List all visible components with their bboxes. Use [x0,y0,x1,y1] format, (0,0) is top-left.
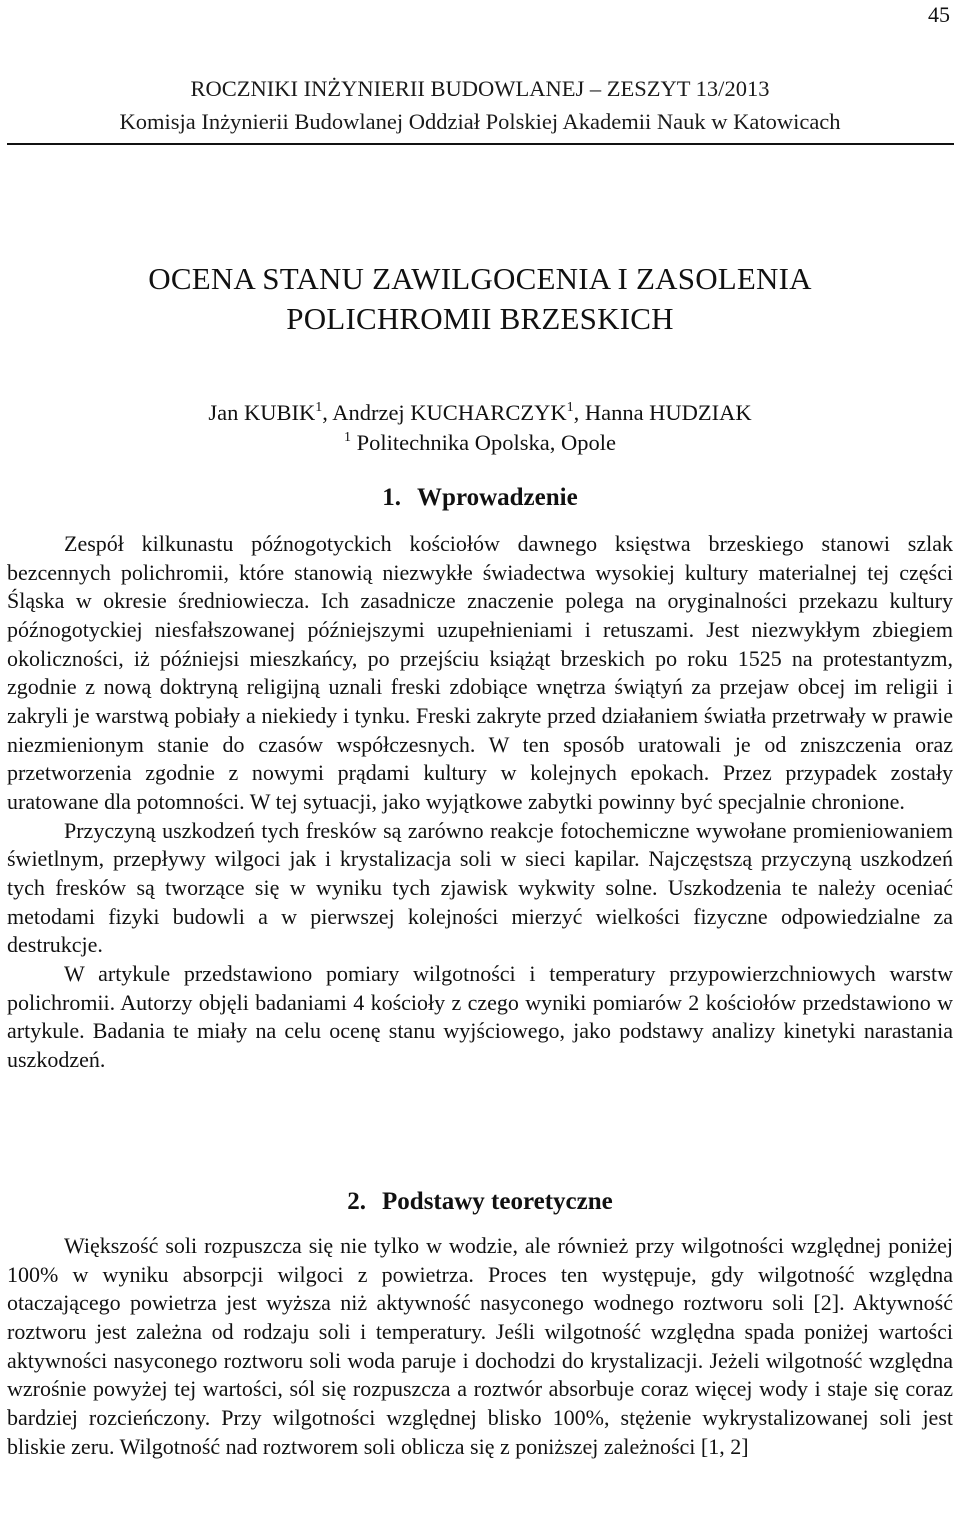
author-affiliation-mark: 1 [315,400,323,415]
paragraph: Zespół kilkunastu późnogotyckich kościołów dawnego księstwa brzeskiego stanowi szlak bezcennych polichromii, które stanowią niezwykłe świadectwa wysokiej kultury materialnej tej części Śląska w okresie średniowiecza. Ich zasadnicze znaczenie polega na oryginalności przekazu kultury późnogotyckiej niesfałszowanej późniejszymi uzupełnieniami i retuszami. Jest niezwykłym zbiegiem okoliczności, iż późniejsi mieszkańcy, po przejściu książąt brzeskich po roku 1525 na protestantyzm, zgodnie z nową doktryną religijną uznali freski zdobiące wnętrza świątyń za przejaw obcej im religii i zakryli je warstwą pobiały a niekiedy i tynku. Freski zakryte przed działaniem światła przetrwały w prawie niezmienionym stanie do czasów współczesnych. W ten sposób uratowali je od zniszczenia oraz przetworzenia zgodnie z nowymi prądami kultury w kolejnych epokach. Przez przypadek zostały uratowane dla potomności. W tej sytuacji, jako wyjątkowe zabytki powinny być specjalnie chronione. [7,531,953,814]
article-title-line-1: OCENA STANU ZAWILGOCENIA I ZASOLENIA [148,261,812,296]
affiliation-mark: 1 [344,430,352,445]
section-title: Wprowadzenie [417,484,578,511]
journal-header [0,72,960,138]
author-affiliation-mark: 1 [566,400,574,415]
section-body-theory [7,1232,953,1461]
author-name: Andrzej KUCHARCZYK [332,400,567,425]
paragraph: W artykule przedstawiono pomiary wilgotności i temperatury przypowierzchniowych warstw polichromii. Autorzy objęli badaniami 4 kościoły z czego wyniki pomiarów 2 kościołów przedstawiono w artykule. Badania te miały na celu ocenę stanu wyjściowego, jako podstawy analizy kinetyki narastania uszkodzeń. [7,960,953,1072]
journal-commission: Komisja Inżynierii Budowlanej Oddział Polskiej Akademii Nauk w Katowicach [119,109,841,134]
journal-title: ROCZNIKI INŻYNIERII BUDOWLANEJ – ZESZYT 13/2013 [190,76,770,101]
section-title: Podstawy teoretyczne [382,1188,613,1215]
section-body-introduction [7,530,953,1074]
paragraph: Przyczyną uszkodzeń tych fresków są zarówno reakcje fotochemiczne wywołane promieniowaniem świetlnym, przepływy wilgoci jak i krystalizacja soli w sieci kapilar. Najczęstszą przyczyną uszkodzeń tych fresków są tworzące się w wyniku tych zjawisk wykwity solne. Uszkodzenia te należy oceniać metodami fizyki budowli a w pierwszej kolejności mierzyć wielkości fizyczne odpowiedzialne za destrukcje. [7,817,953,958]
author-name: Hanna HUDZIAK [584,400,752,425]
header-rule [7,143,954,145]
author-name: Jan KUBIK [208,400,316,425]
affiliation-text: Politechnika Opolska, Opole [356,430,616,455]
article-title-line-2: POLICHROMII BRZESKICH [286,301,674,336]
affiliation [0,428,960,458]
page-number: 45 [928,2,950,27]
paragraph: Większość soli rozpuszcza się nie tylko w wodzie, ale również przy wilgotności względnej poniżej 100% w wyniku absorpcji wilgoci z powietrza. Proces ten występuje, gdy wilgotność względna otaczającego powietrza jest wyższa niż aktywność nasyconego wodnego roztworu soli [2]. Aktywność roztworu jest zależna od rodzaju soli i temperatury. Jeśli wilgotność względna spada poniżej wartości aktywności nasyconego roztworu soli woda paruje i dochodzi do krystalizacji. Jeżeli wilgotność względna wzrośnie powyżej tej wartości, sól się rozpuszcza a roztwór absorbuje coraz więcej wody i staje się coraz bardziej rozcieńczony. Przy wilgotności względnej blisko 100%, stężenie wykrystalizowanej soli jest bliskie zeru. Wilgotność nad roztworem soli oblicza się z poniższej zależności [1, 2] [7,1233,953,1459]
section-number: 2. [347,1188,367,1215]
section-number: 1. [382,484,402,511]
author-list: Jan KUBIK$^1$, Andrzej KUCHARCZYK$^1$, Hanna HUDZIAK [208,400,752,425]
section-heading-theory [0,1186,960,1218]
section-heading-introduction [0,482,960,514]
article-title [0,259,960,339]
